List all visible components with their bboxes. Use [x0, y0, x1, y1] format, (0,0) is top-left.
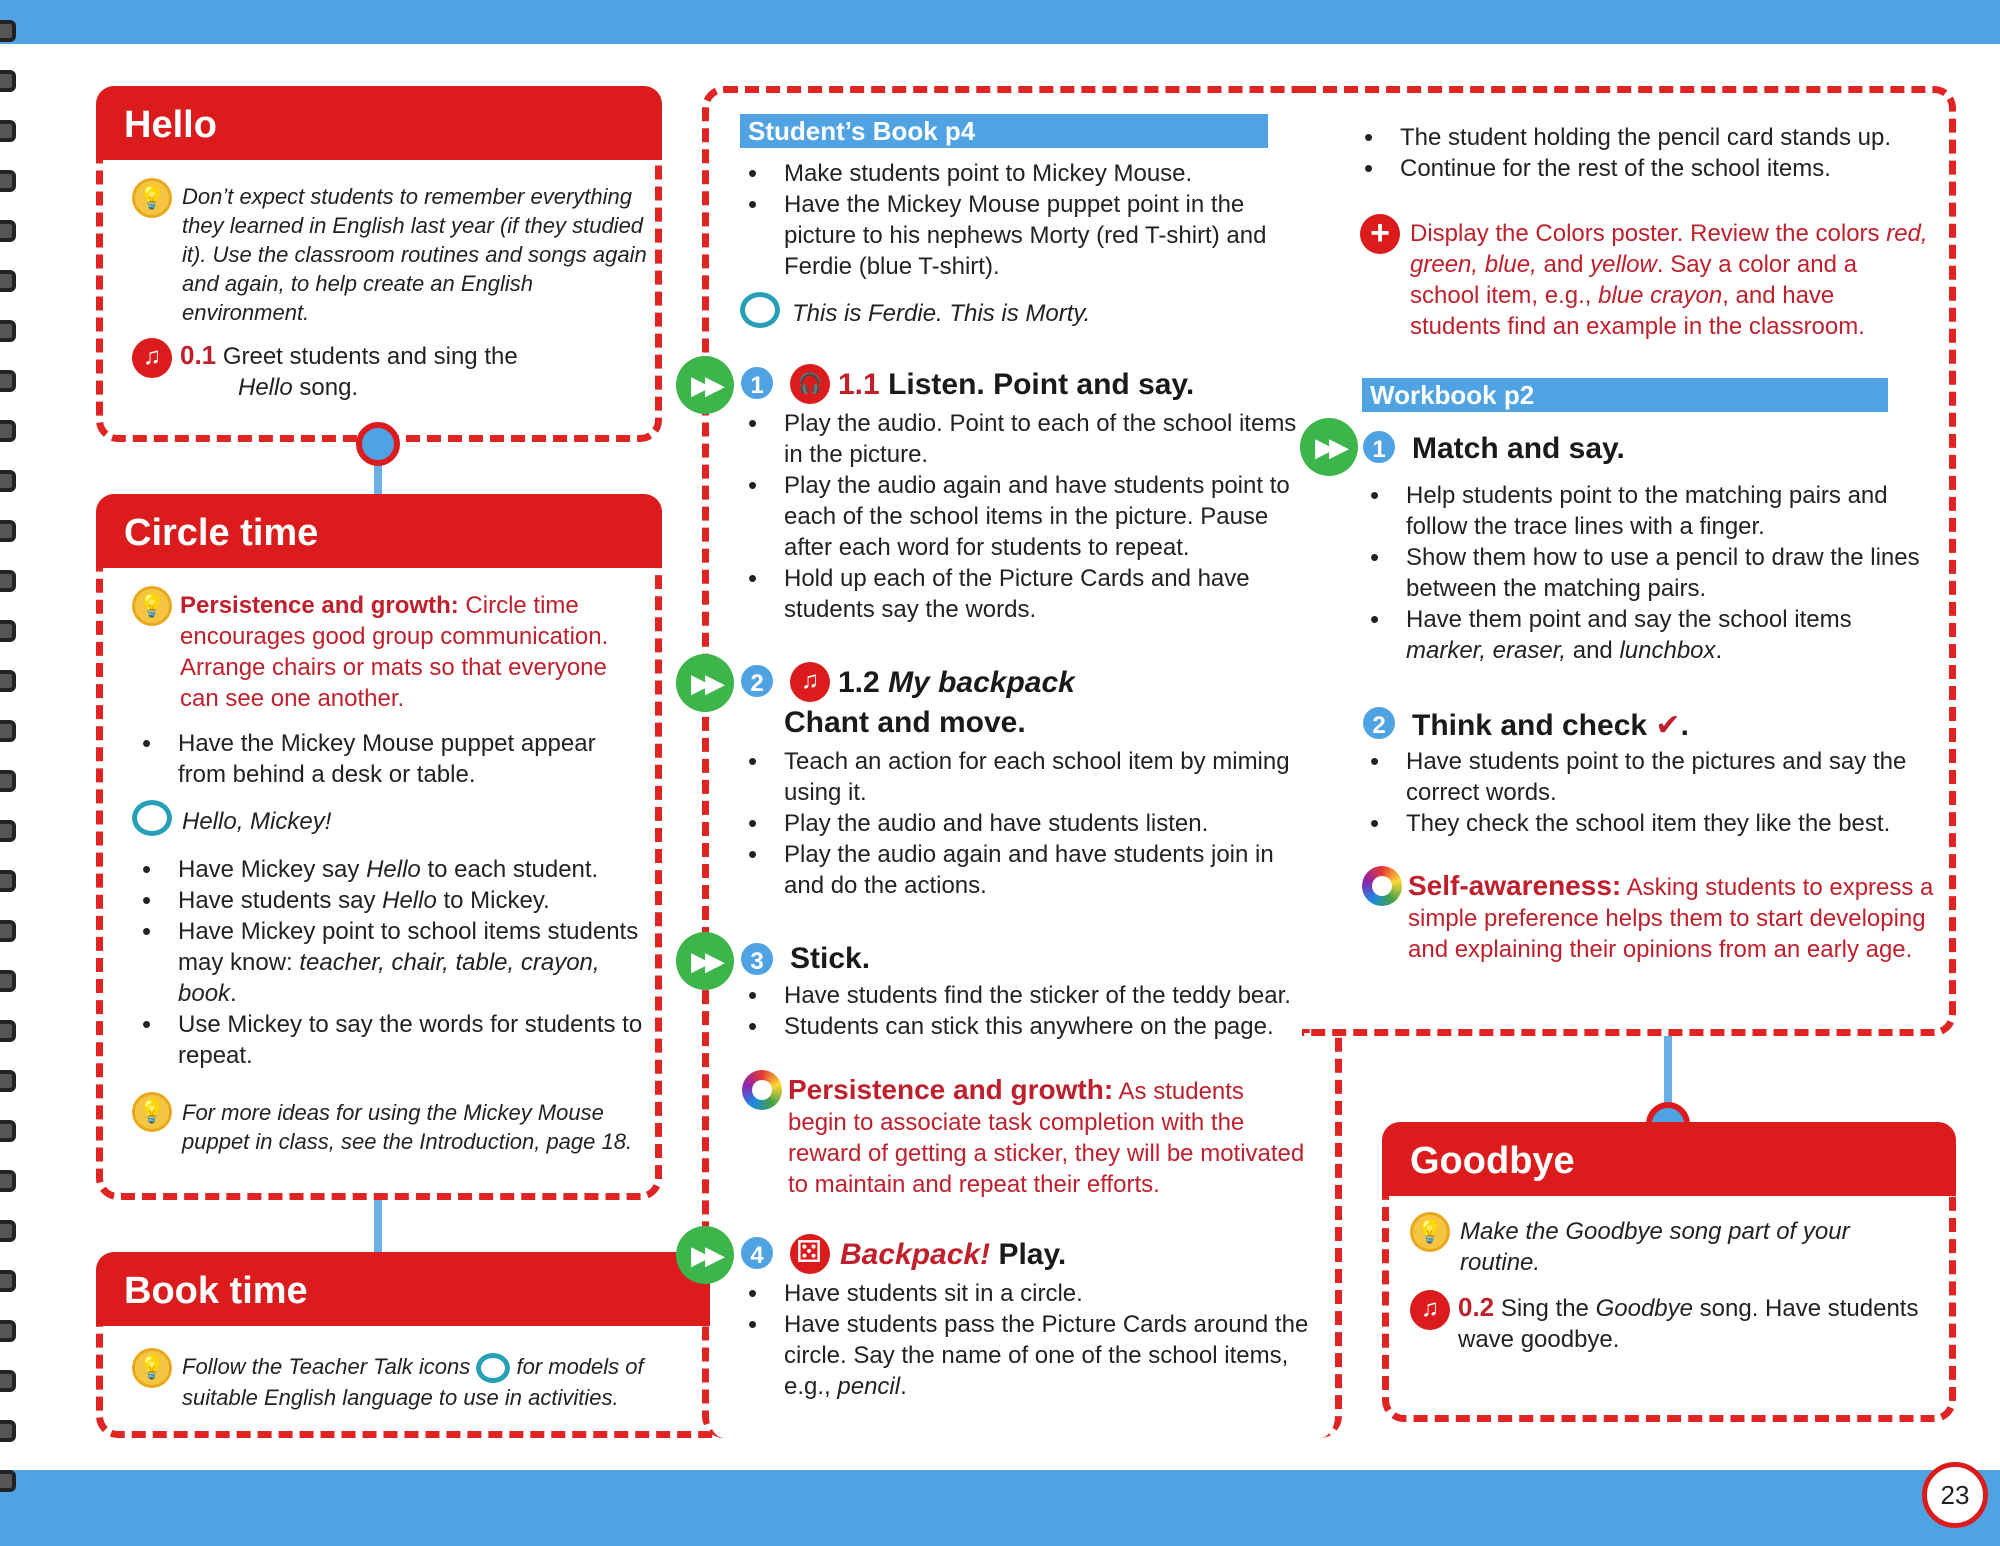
step-number: 2 [1360, 704, 1398, 742]
list-item: • Have students find the sticker of the teddy bear. [744, 980, 1314, 1011]
wb-step1-title: Match and say. [1412, 432, 1625, 465]
teacher-talk-icon [476, 1353, 510, 1383]
goodbye-tip: Make the Goodbye song part of your routine. [1460, 1218, 1850, 1276]
wb-step1-list [1366, 480, 1926, 666]
list-item: • Have the Mickey Mouse puppet point in the picture to his nephews Morty (red T-shirt) and Ferdie (blue T-shirt). [744, 189, 1304, 282]
book-tip: Follow the Teacher Talk icons for models of suitable English language to use in activities. [182, 1354, 644, 1411]
tip-bulb-icon: 💡 [1410, 1212, 1450, 1252]
top-band [0, 0, 2000, 44]
fast-forward-icon: ▶▶ [676, 654, 734, 712]
fast-forward-icon: ▶▶ [676, 932, 734, 990]
list-item: • Make students point to Mickey Mouse. [744, 158, 1304, 189]
extra-activity: Display the Colors poster. Review the colors red, green, blue, and yellow. Say a color and a school item, e.g., blue crayon, and have students find an example in the classroom. [1410, 220, 1928, 340]
fast-forward-icon: ▶▶ [676, 1226, 734, 1284]
list-item: • Use Mickey to say the words for students to repeat. [138, 1009, 650, 1071]
circle-talk: Hello, Mickey! [182, 808, 332, 835]
list-item: • Hold up each of the Picture Cards and have students say the words. [744, 563, 1304, 625]
sb-step1-list [744, 408, 1304, 625]
teacher-talk-icon [132, 800, 172, 836]
sb-step2-song: 1.2 My backpack [838, 666, 1075, 699]
circle-title: Circle time [96, 494, 662, 568]
audio-note-icon: ♫ [132, 338, 172, 378]
sb-persistence: Persistence and growth: As students begin to associate task completion with the reward of getting a sticker, they will be motivated to maintain and repeat their efforts. [788, 1074, 1305, 1198]
sb-step2-list [744, 746, 1314, 901]
list-item: • Have the Mickey Mouse puppet appear from behind a desk or table. [138, 728, 650, 790]
wb-self-awareness: Self-awareness: Asking students to express a simple preference helps them to start developing and explaining their opinions from an early age. [1408, 870, 1934, 963]
step-number: 1 [738, 364, 776, 402]
sb-label: Student’s Book p4 [740, 114, 1268, 148]
sb-step1-title: 1.1 Listen. Point and say. [838, 368, 1195, 401]
list-item: • Play the audio again and have students join in and do the actions. [744, 839, 1314, 901]
list-item: • Have them point and say the school items marker, eraser, and lunchbox. [1366, 604, 1926, 666]
spiral-binding [0, 0, 24, 1546]
sb-step3-list [744, 980, 1314, 1042]
goodbye-track: 0.2 Sing the Goodbye song. Have students wave goodbye. [1458, 1292, 1919, 1353]
list-item: • They check the school item they like the best. [1366, 808, 1926, 839]
wb-step2-list [1366, 746, 1926, 839]
list-item: • Have students point to the pictures and say the correct words. [1366, 746, 1926, 808]
sb-step4-list [744, 1278, 1314, 1402]
game-die-icon [790, 1234, 830, 1274]
tip-bulb-icon: 💡 [132, 1092, 172, 1132]
list-item: • Have students pass the Picture Cards around the circle. Say the name of one of the school items, e.g., pencil. [744, 1309, 1314, 1402]
audio-note-icon: ♫ [790, 662, 830, 702]
sb-intro-list [744, 158, 1304, 282]
extra-activity-icon: + [1360, 214, 1400, 254]
circle-tip: For more ideas for using the Mickey Mouse puppet in class, see the Introduction, page 18. [182, 1100, 633, 1154]
list-item: • Have students sit in a circle. [744, 1278, 1314, 1309]
tip-bulb-icon: 💡 [132, 1348, 172, 1388]
checkmark-icon: ✔ [1655, 709, 1681, 742]
headphones-icon: 🎧 [790, 364, 830, 404]
list-item: • Continue for the rest of the school items. [1360, 153, 1930, 184]
wb-step2-title: Think and check ✔. [1412, 709, 1689, 742]
fast-forward-icon: ▶▶ [1300, 418, 1358, 476]
self-awareness-icon [1362, 866, 1402, 906]
list-item: • Play the audio and have students listen. [744, 808, 1314, 839]
sb-talk: This is Ferdie. This is Morty. [792, 300, 1091, 327]
step-number: 4 [738, 1234, 776, 1272]
list-item: • Have students say Hello to Mickey. [138, 885, 650, 916]
list-item: • Students can stick this anywhere on the page. [744, 1011, 1314, 1042]
bottom-band [0, 1470, 2000, 1546]
connector-circle-book [374, 1200, 382, 1252]
circle-persistence: Persistence and growth: Circle time encourages good group communication. Arrange chairs or mats so that everyone can see one another. [180, 592, 609, 712]
list-item: • Teach an action for each school item by miming using it. [744, 746, 1314, 808]
tip-bulb-icon: 💡 [132, 178, 172, 218]
sb-step2-title: Chant and move. [784, 706, 1026, 739]
connector-dot [356, 422, 400, 466]
hello-title: Hello [96, 86, 662, 160]
goodbye-title: Goodbye [1382, 1122, 1956, 1196]
sb-continued-list [1360, 122, 1930, 184]
list-item: • Have Mickey point to school items students may know: teacher, chair, table, crayon, book. [138, 916, 650, 1009]
list-item: • Play the audio. Point to each of the school items in the picture. [744, 408, 1304, 470]
book-title: Book time [96, 1252, 710, 1326]
growth-icon [742, 1070, 782, 1110]
circle-list-a [138, 728, 650, 790]
step-number: 2 [738, 662, 776, 700]
list-item: • Show them how to use a pencil to draw the lines between the matching pairs. [1366, 542, 1926, 604]
audio-note-icon: ♫ [1410, 1290, 1450, 1330]
circle-list-b [138, 854, 650, 1071]
sb-step3-title: Stick. [790, 942, 871, 975]
list-item: • Have Mickey say Hello to each student. [138, 854, 650, 885]
page-number: 23 [1922, 1462, 1988, 1528]
wb-label: Workbook p2 [1362, 378, 1888, 412]
list-item: • Play the audio again and have students point to each of the school items in the picture. Pause after each word for students to repeat. [744, 470, 1304, 563]
teacher-talk-icon [740, 292, 780, 328]
tip-bulb-icon: 💡 [132, 586, 172, 626]
fast-forward-icon: ▶▶ [676, 356, 734, 414]
hello-tip: Don’t expect students to remember everything they learned in English last year (if they studied it). Use the classroom routines and songs again and again, to help create an English environment. [182, 184, 647, 325]
list-item: • Help students point to the matching pairs and follow the trace lines with a finger. [1366, 480, 1926, 542]
sb-step4-title: Backpack! Play. [840, 1238, 1067, 1271]
step-number: 3 [738, 940, 776, 978]
list-item: • The student holding the pencil card stands up. [1360, 122, 1930, 153]
step-number: 1 [1360, 428, 1398, 466]
hello-track: 0.1 Greet students and sing the Hello song. [180, 340, 518, 401]
